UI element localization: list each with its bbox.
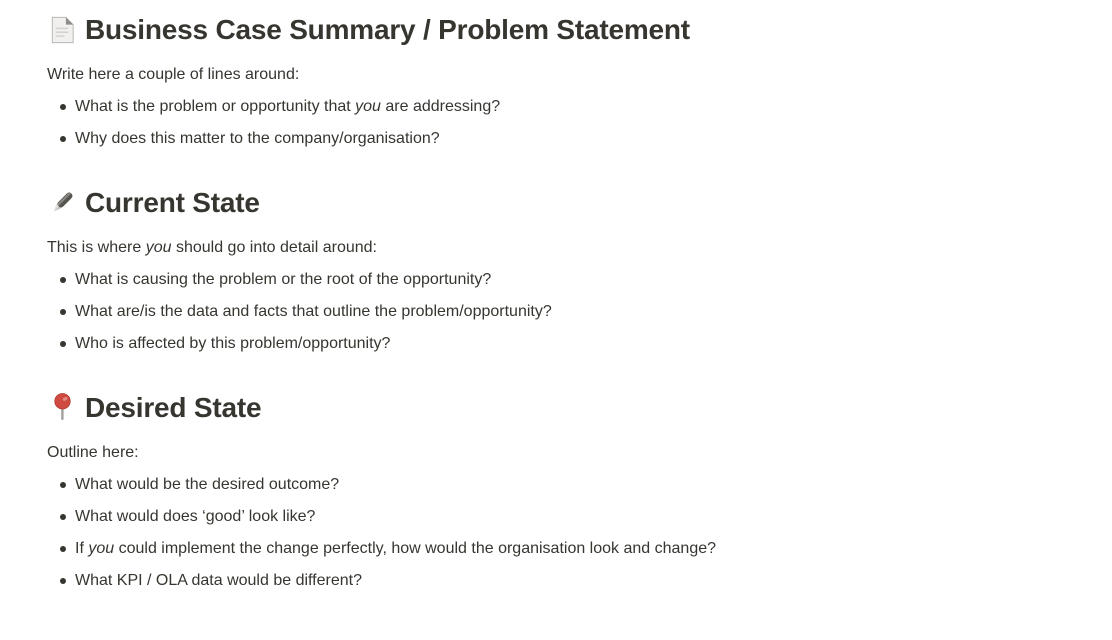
section-title-text: Desired State	[85, 392, 262, 423]
section-desired-state	[47, 390, 1072, 597]
list-item: What is the problem or opportunity that you are addressing?	[47, 91, 1072, 123]
intro-paragraph: This is where you should go into detail around:	[47, 239, 377, 256]
list-item: Why does this matter to the company/organisation?	[47, 123, 1072, 155]
list-item: What would does ‘good’ look like?	[47, 501, 1072, 533]
list-item: What KPI / OLA data would be different?	[47, 565, 1072, 597]
bullet-list	[47, 264, 1072, 360]
intro-paragraph: Write here a couple of lines around:	[47, 66, 300, 83]
list-item: Who is affected by this problem/opportunity?	[47, 328, 1072, 360]
page-facing-up-icon	[47, 14, 78, 45]
section-heading	[47, 185, 1072, 220]
bullet-list	[47, 469, 1072, 597]
list-item: What would be the desired outcome?	[47, 469, 1072, 501]
section-title-text: Business Case Summary / Problem Statement	[85, 14, 690, 45]
list-item: What is causing the problem or the root of the opportunity?	[47, 264, 1072, 296]
round-pushpin-icon	[47, 392, 78, 423]
pen-icon	[47, 187, 78, 218]
list-item: What are/is the data and facts that outline the problem/opportunity?	[47, 296, 1072, 328]
section-current-state	[47, 185, 1072, 360]
section-heading	[47, 12, 1072, 47]
section-heading	[47, 390, 1072, 425]
section-business-case-summary	[47, 12, 1072, 155]
bullet-list	[47, 91, 1072, 155]
section-title-text: Current State	[85, 187, 260, 218]
intro-paragraph: Outline here:	[47, 444, 139, 461]
list-item: If you could implement the change perfectly, how would the organisation look and change?	[47, 533, 1072, 565]
